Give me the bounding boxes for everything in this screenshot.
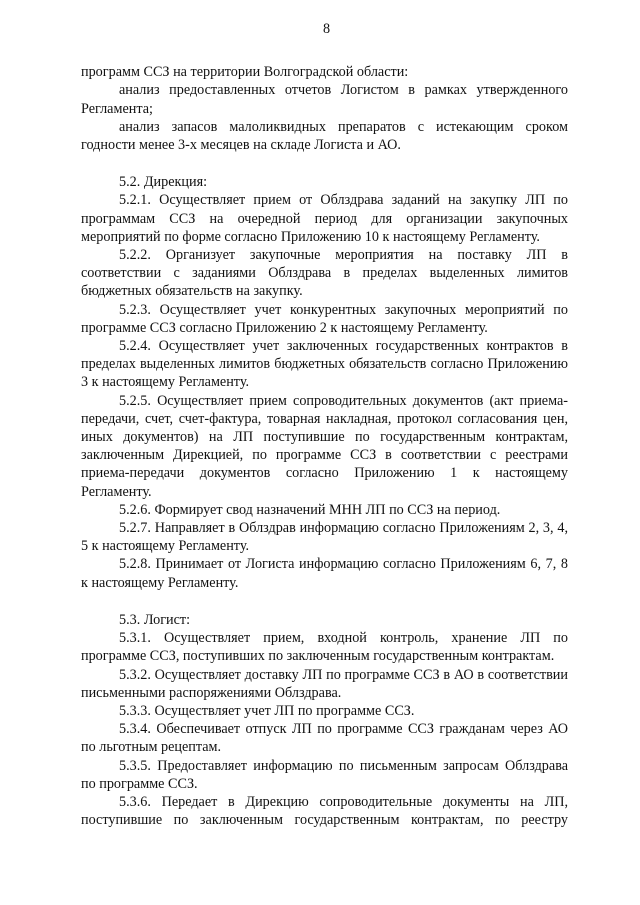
paragraph: 5.2.4. Осуществляет учет заключенных государственных контрактов в пределах выделенных лимитов бюджетных обязательств согласно Приложению 3 к настоящему Регламенту. <box>81 338 568 391</box>
page-number: 8 <box>322 21 331 37</box>
paragraph: 5.3.5. Предоставляет информацию по письменным запросам Облздрава по программе ССЗ. <box>81 757 568 792</box>
paragraph-spacer <box>81 154 568 173</box>
paragraph: 5.3.2. Осуществляет доставку ЛП по программе ССЗ в АО в соответствии письменными распоряжениями Облздрава. <box>81 666 568 701</box>
document-page <box>81 20 568 829</box>
paragraph: 5.2.3. Осуществляет учет конкурентных закупочных мероприятий по программе ССЗ согласно Приложению 2 к настоящему Регламенту. <box>81 301 568 336</box>
paragraph: 5.2.1. Осуществляет прием от Облздрава заданий на закупку ЛП по программам ССЗ на очередной период для организации закупочных мероприятий по форме согласно Приложению 10 к настоящему Регламенту. <box>81 192 568 245</box>
paragraph: 5.3.4. Обеспечивает отпуск ЛП по программе ССЗ гражданам через АО по льготным рецептам. <box>81 721 568 756</box>
paragraph: 5.3.6. Передает в Дирекцию сопроводительные документы на ЛП, поступившие по заключенным государственным контрактам, по реестру <box>81 793 568 829</box>
paragraph: анализ предоставленных отчетов Логистом в рамках утвержденного Регламента; <box>81 82 568 117</box>
document-body <box>81 63 568 829</box>
paragraph: 5.3.3. Осуществляет учет ЛП по программе ССЗ. <box>119 702 415 719</box>
paragraph: 5.2. Дирекция: <box>119 174 208 191</box>
paragraph: 5.2.2. Организует закупочные мероприятия на поставку ЛП в соответствии с заданиями Облздрава в пределах выделенных лимитов бюджетных обязательств на закупку. <box>81 247 568 300</box>
paragraph: 5.3.1. Осуществляет прием, входной контроль, хранение ЛП по программе ССЗ, поступивших по заключенным государственным контрактам. <box>81 630 568 665</box>
paragraph: 5.3. Логист: <box>119 611 191 628</box>
paragraph-spacer <box>81 592 568 611</box>
paragraph: 5.2.8. Принимает от Логиста информацию согласно Приложениям 6, 7, 8 к настоящему Регламенту. <box>81 556 568 591</box>
paragraph: программ ССЗ на территории Волгоградской области: <box>81 64 409 81</box>
paragraph: 5.2.7. Направляет в Облздрав информацию согласно Приложениям 2, 3, 4, 5 к настоящему Регламенту. <box>81 520 568 555</box>
paragraph: анализ запасов малоликвидных препаратов с истекающим сроком годности менее 3-х месяцев на складе Логиста и АО. <box>81 118 568 154</box>
paragraph: 5.2.6. Формирует свод назначений МНН ЛП по ССЗ на период. <box>119 501 501 518</box>
paragraph: 5.2.5. Осуществляет прием сопроводительных документов (акт приема-передачи, счет, счет-фактура, товарная накладная, протокол согласования цен, иных документов) на ЛП поступившие по государственным контрактам, заключенным Дирекцией, по программе ССЗ в соответствии с реестрами приема-передачи документов согласно Приложению 1 к настоящему Регламенту. <box>81 392 568 500</box>
